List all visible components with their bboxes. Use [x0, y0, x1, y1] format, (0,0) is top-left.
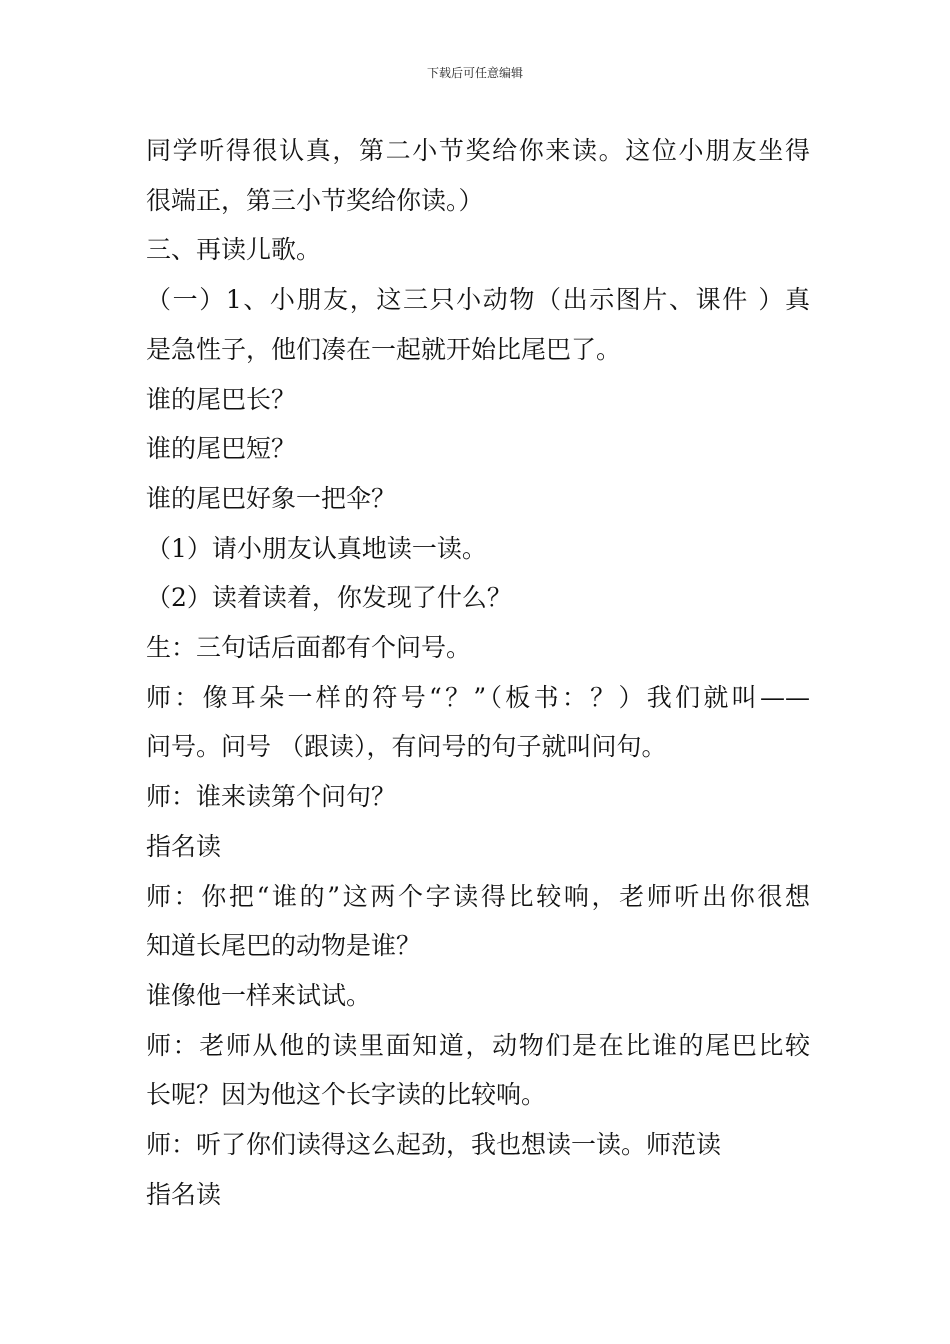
document-body	[146, 126, 810, 1219]
paragraph-line: （1）请小朋友认真地读一读。	[146, 533, 487, 563]
question-line: 谁的尾巴短？	[146, 434, 297, 464]
paragraph-line: 指名读	[146, 1179, 222, 1209]
question-line: 谁的尾巴好象一把伞？	[146, 483, 397, 513]
paragraph-line: 师：像耳朵一样的符号“？”（板书：？）我们就叫——	[146, 682, 810, 712]
paragraph-line: 问号。问号 （跟读），有问号的句子就叫问句。	[146, 732, 667, 762]
paragraph-line: 指名读	[146, 831, 222, 861]
paragraph-line: 是急性子，他们凑在一起就开始比尾巴了。	[146, 334, 622, 364]
paragraph-line: 师：谁来读第个问句？	[146, 782, 397, 812]
paragraph-line: 很端正，第三小节奖给你读。）	[146, 185, 484, 215]
paragraph-line: 师：你把“谁的”这两个字读得比较响，老师听出你很想	[146, 881, 810, 911]
paragraph-line: 同学听得很认真，第二小节奖给你来读。这位小朋友坐得	[146, 136, 810, 165]
paragraph-line: （一）1、小朋友，这三只小动物（出示图片、课件 ）真	[146, 285, 810, 315]
paragraph-line: 师：老师从他的读里面知道，动物们是在比谁的尾巴比较	[146, 1030, 810, 1060]
paragraph-line: 生：三句话后面都有个问号。	[146, 633, 472, 663]
paragraph-line: 知道长尾巴的动物是谁？	[146, 931, 422, 961]
paragraph-line: 师：听了你们读得这么起劲，我也想读一读。师范读	[146, 1130, 722, 1160]
page-header-watermark: 下载后可任意编辑	[426, 66, 523, 80]
section-heading: 三、再读儿歌。	[146, 235, 322, 265]
paragraph-line: （2）读着读着，你发现了什么？	[146, 583, 512, 613]
question-line: 谁的尾巴长？	[146, 384, 297, 414]
paragraph-line: 谁像他一样来试试。	[146, 980, 372, 1010]
paragraph-line: 长呢？因为他这个长字读的比较响。	[146, 1080, 547, 1110]
